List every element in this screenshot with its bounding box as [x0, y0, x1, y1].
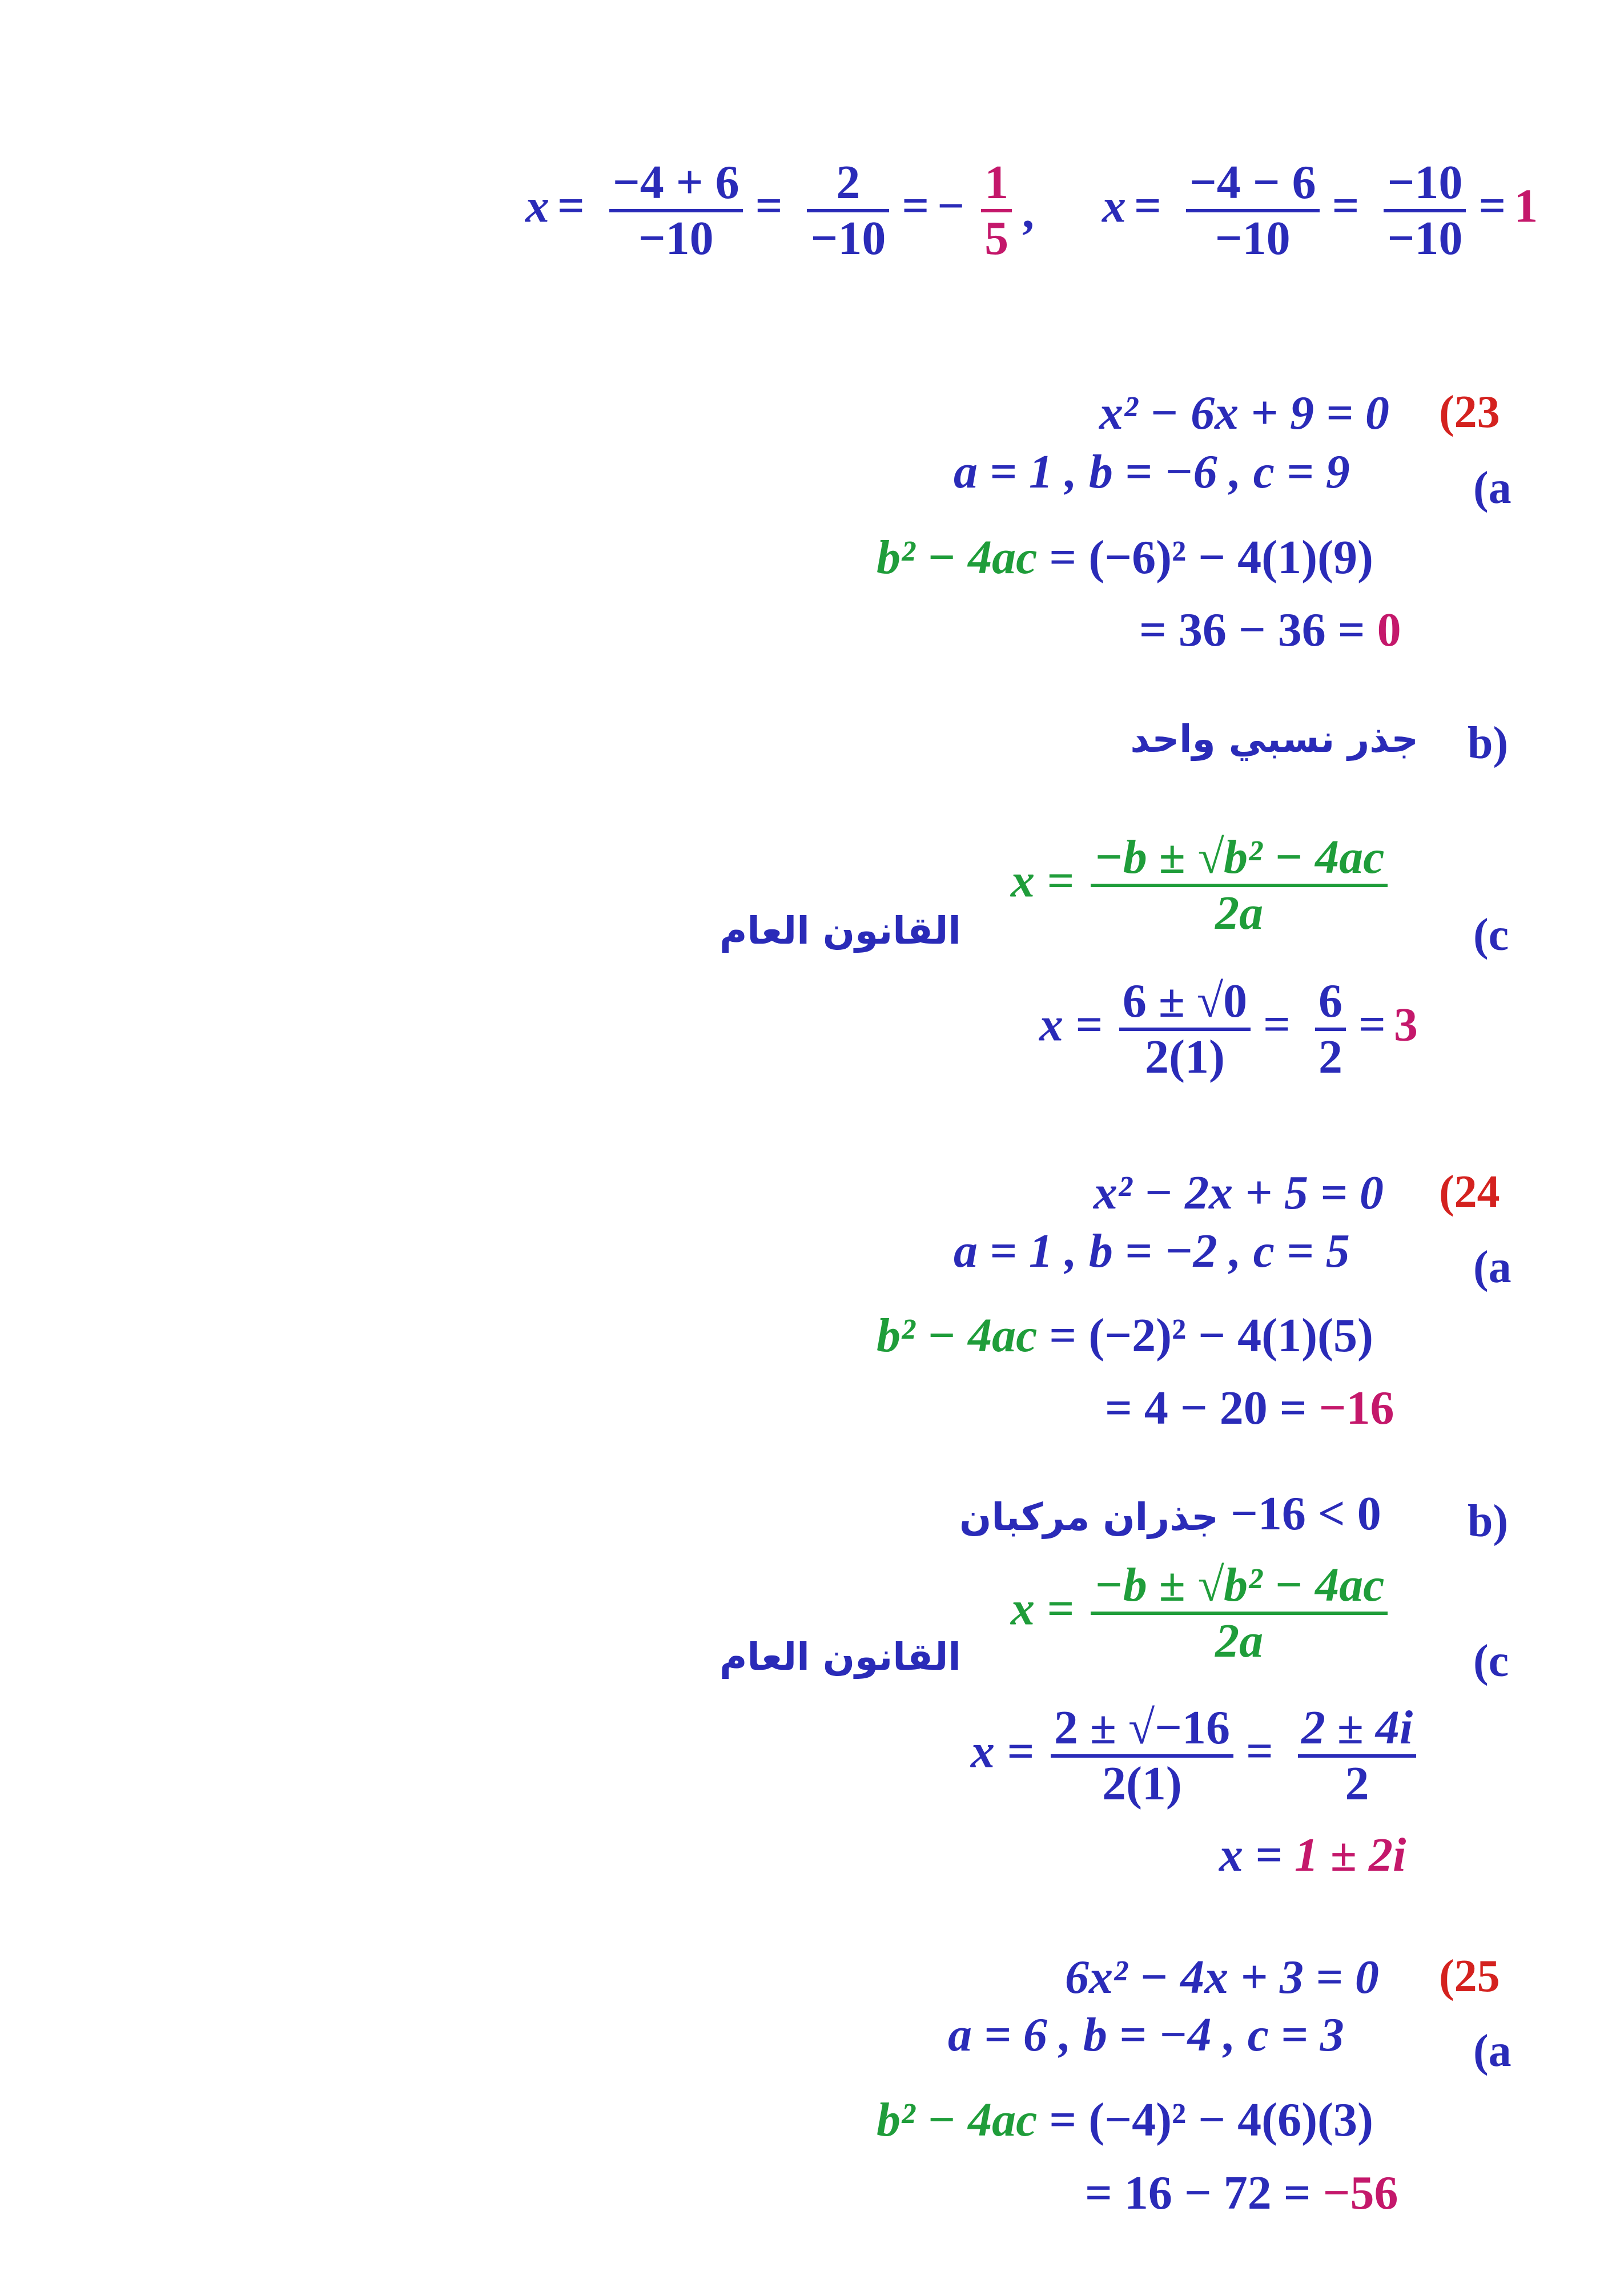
problem-number: (24 [1439, 1167, 1500, 1217]
root-type-text: جذران مركبان [959, 1495, 1219, 1539]
equation: x² − 6x + 9 = 0 [1099, 386, 1389, 440]
equation: x² − 2x + 5 = 0 [1094, 1166, 1384, 1219]
part-label-a: (a [1473, 2026, 1512, 2076]
discriminant-calc: = 4 − 20 = −16 [1105, 1381, 1394, 1435]
discriminant: b² − 4ac = (−6)² − 4(1)(9) [877, 531, 1373, 584]
fraction: $\frac{-4 - 6}{-10}$ [1186, 159, 1320, 263]
problem-number: (23 [1439, 387, 1500, 437]
fraction: $\frac{-4 + 6}{-10}$ [609, 159, 743, 263]
final-solution: x = 1 ± 2i [1219, 1828, 1406, 1882]
part-label-c: (c [1473, 1636, 1509, 1686]
fraction: $\frac{2}{-10}$ [807, 159, 889, 263]
fraction: $\frac{\text{−b ± √b² − 4ac}}{2a}$ [1091, 1561, 1388, 1665]
fraction: $\frac{\text{−b ± √b² − 4ac}}{2a}$ [1091, 833, 1388, 937]
fraction: $\frac{2 \pm 4i}{2}$ [1298, 1704, 1416, 1808]
part-label-c: (c [1473, 910, 1509, 960]
discriminant: b² − 4ac = (−4)² − 4(6)(3) [877, 2093, 1373, 2146]
formula-label: القانون العام [719, 909, 961, 953]
discriminant-calc: = 36 − 36 = 0 [1139, 603, 1401, 656]
quadratic-formula: x = $\frac{\text{−b ± √b² − 4ac}}{2a}$ [1011, 1561, 1392, 1665]
part-label-b: b) [1468, 1496, 1509, 1546]
part-label-a: (a [1473, 463, 1512, 513]
discriminant: b² − 4ac = (−2)² − 4(1)(5) [877, 1309, 1373, 1362]
result-fraction: $\frac{1}{5}$ [981, 159, 1012, 263]
solution: x = $\frac{2 \pm √-16}{2(1)}$ = $\frac{2 \pm 4i}{2}$ [971, 1704, 1421, 1808]
root-type-text: جذر نسبي واحد [1130, 717, 1418, 761]
top-eq-left: x = $\frac{-4 + 6}{-10}$ = $\frac{2}{-10}$ = − $\frac{1}{5}$ [525, 159, 1016, 263]
part-label-a: (a [1473, 1242, 1512, 1292]
fraction: $\frac{2 \pm √-16}{2(1)}$ [1051, 1704, 1233, 1808]
quadratic-formula: x = $\frac{\text{−b ± √b² − 4ac}}{2a}$ [1011, 833, 1392, 937]
equation: 6x² − 4x + 3 = 0 [1065, 1951, 1379, 2004]
coefficients: a = 1 , b = −6 , c = 9 [954, 445, 1350, 498]
coefficients: a = 6 , b = −4 , c = 3 [948, 2008, 1344, 2061]
part-label-b: b) [1468, 718, 1509, 768]
top-separator: , [1022, 186, 1034, 239]
solution: x = $\frac{6 \pm √0}{2(1)}$ = $\frac{6}{2}$ = 3 [1039, 974, 1418, 1083]
fraction: $\frac{-10}{-10}$ [1384, 159, 1466, 263]
discriminant-sign: −16 < 0 [1231, 1487, 1381, 1540]
coefficients: a = 1 , b = −2 , c = 5 [954, 1224, 1350, 1278]
top-eq-right: x = $\frac{-4 - 6}{-10}$ = $\frac{-10}{-10}$ = 1 [1102, 156, 1538, 265]
discriminant-calc: = 16 − 72 = −56 [1085, 2166, 1398, 2220]
fraction: $\frac{6 \pm √0}{2(1)}$ [1119, 977, 1251, 1081]
formula-label: القانون العام [719, 1635, 961, 1679]
fraction: $\frac{6}{2}$ [1315, 977, 1346, 1081]
problem-number: (25 [1439, 1951, 1500, 2001]
